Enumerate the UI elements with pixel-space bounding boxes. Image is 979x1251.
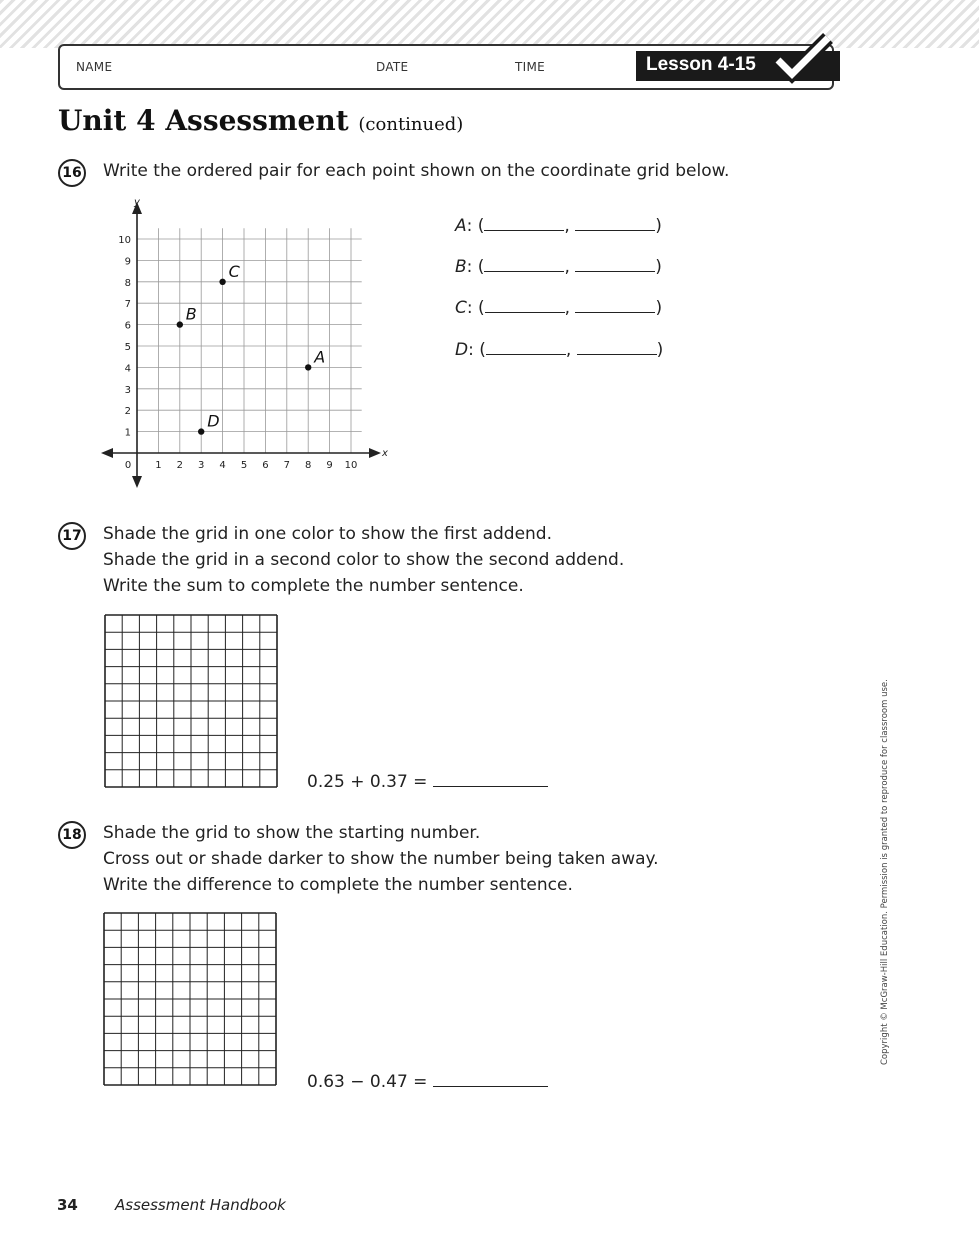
hundred-grid-17[interactable] <box>104 614 279 789</box>
answer-D: D: ( , ) <box>455 340 664 360</box>
point-C <box>219 279 225 285</box>
q18-equation <box>307 1072 548 1092</box>
x-tick-label: 2 <box>176 460 183 471</box>
q17-answer-blank[interactable] <box>433 772 548 787</box>
q17-line-1: Shade the grid in one color to show the first addend. <box>103 524 553 544</box>
answer-B-x-blank[interactable] <box>484 257 564 272</box>
q18-line-3: Write the difference to complete the number sentence. <box>103 875 573 895</box>
answer-D-letter: D <box>455 340 469 360</box>
y-tick-label: 5 <box>124 342 131 353</box>
answer-C-y-blank[interactable] <box>575 298 655 313</box>
q18-line-1: Shade the grid to show the starting number. <box>103 823 481 843</box>
q17-equation-text: 0.25 + 0.37 = <box>307 772 428 792</box>
y-tick-label: 10 <box>118 235 131 246</box>
page-title <box>58 104 463 137</box>
answer-A-x-blank[interactable] <box>484 216 564 231</box>
point-D <box>198 428 204 434</box>
x-axis-arrow-left <box>101 448 113 458</box>
answer-A-letter: A <box>455 216 467 236</box>
x-tick-label: 7 <box>283 460 290 471</box>
y-axis-arrow-down <box>132 476 142 488</box>
x-tick-label: 9 <box>326 460 333 471</box>
checkmark-icon <box>770 32 840 84</box>
y-tick-label: 2 <box>124 406 131 418</box>
q18-line-2: Cross out or shade darker to show the number being taken away. <box>103 849 659 869</box>
point-label-A: A <box>314 347 326 367</box>
x-tick-label: 5 <box>240 460 248 471</box>
question-number-17: 17 <box>58 522 86 550</box>
title-main: Unit 4 Assessment <box>58 104 349 137</box>
answer-B-y-blank[interactable] <box>575 257 655 272</box>
y-axis-label: y <box>134 197 140 208</box>
y-tick-label: 1 <box>124 427 131 439</box>
name-label: NAME <box>76 60 113 74</box>
y-tick-label: 8 <box>124 277 131 289</box>
answer-A-y-blank[interactable] <box>575 216 655 231</box>
point-label-D: D <box>207 411 220 431</box>
point-label-B: B <box>185 304 197 324</box>
answer-C-x-blank[interactable] <box>485 298 565 313</box>
answer-C-letter: C <box>455 298 467 318</box>
copyright-notice: Copyright © McGraw-Hill Education. Permission is granted to reproduce for classroom use. <box>880 679 890 1065</box>
hundred-grid-18[interactable] <box>103 912 278 1087</box>
point-A <box>305 364 311 370</box>
q17-line-3: Write the sum to complete the number sentence. <box>103 576 524 596</box>
q18-equation-text: 0.63 − 0.47 = <box>307 1072 428 1092</box>
answer-D-y-blank[interactable] <box>577 340 657 355</box>
question-number-16: 16 <box>58 159 86 187</box>
date-label: DATE <box>376 60 409 74</box>
x-tick-label: 0 <box>124 460 132 471</box>
y-tick-label: 9 <box>124 256 131 268</box>
book-title: Assessment Handbook <box>115 1196 286 1214</box>
x-tick-label: 1 <box>155 460 162 471</box>
page-number: 34 <box>57 1196 78 1214</box>
q17-line-2: Shade the grid in a second color to show the second addend. <box>103 550 625 570</box>
x-tick-label: 3 <box>198 460 205 471</box>
time-label: TIME <box>515 60 546 74</box>
x-axis-label: x <box>382 448 388 459</box>
x-axis-arrow-right <box>369 448 381 458</box>
answer-B: B: ( , ) <box>455 257 662 277</box>
answer-C: C: ( , ) <box>455 298 663 318</box>
lesson-label: Lesson 4-15 <box>646 54 756 75</box>
x-tick-label: 6 <box>262 460 269 471</box>
coordinate-grid <box>95 190 395 495</box>
question-number-18: 18 <box>58 821 86 849</box>
answer-D-x-blank[interactable] <box>486 340 566 355</box>
answer-B-letter: B <box>455 257 467 277</box>
point-B <box>177 321 183 327</box>
point-label-C: C <box>228 261 240 281</box>
y-tick-label: 3 <box>124 384 131 396</box>
q18-answer-blank[interactable] <box>433 1072 548 1087</box>
y-tick-label: 6 <box>124 320 131 332</box>
title-continued: (continued) <box>358 114 464 135</box>
x-tick-label: 8 <box>305 460 312 471</box>
x-tick-label: 10 <box>344 460 358 471</box>
x-tick-label: 4 <box>219 460 226 471</box>
y-tick-label: 7 <box>124 299 131 311</box>
q16-text: Write the ordered pair for each point shown on the coordinate grid below. <box>103 161 730 181</box>
answer-A: A: ( , ) <box>455 216 662 236</box>
y-tick-label: 4 <box>124 363 131 375</box>
q17-equation <box>307 772 548 792</box>
